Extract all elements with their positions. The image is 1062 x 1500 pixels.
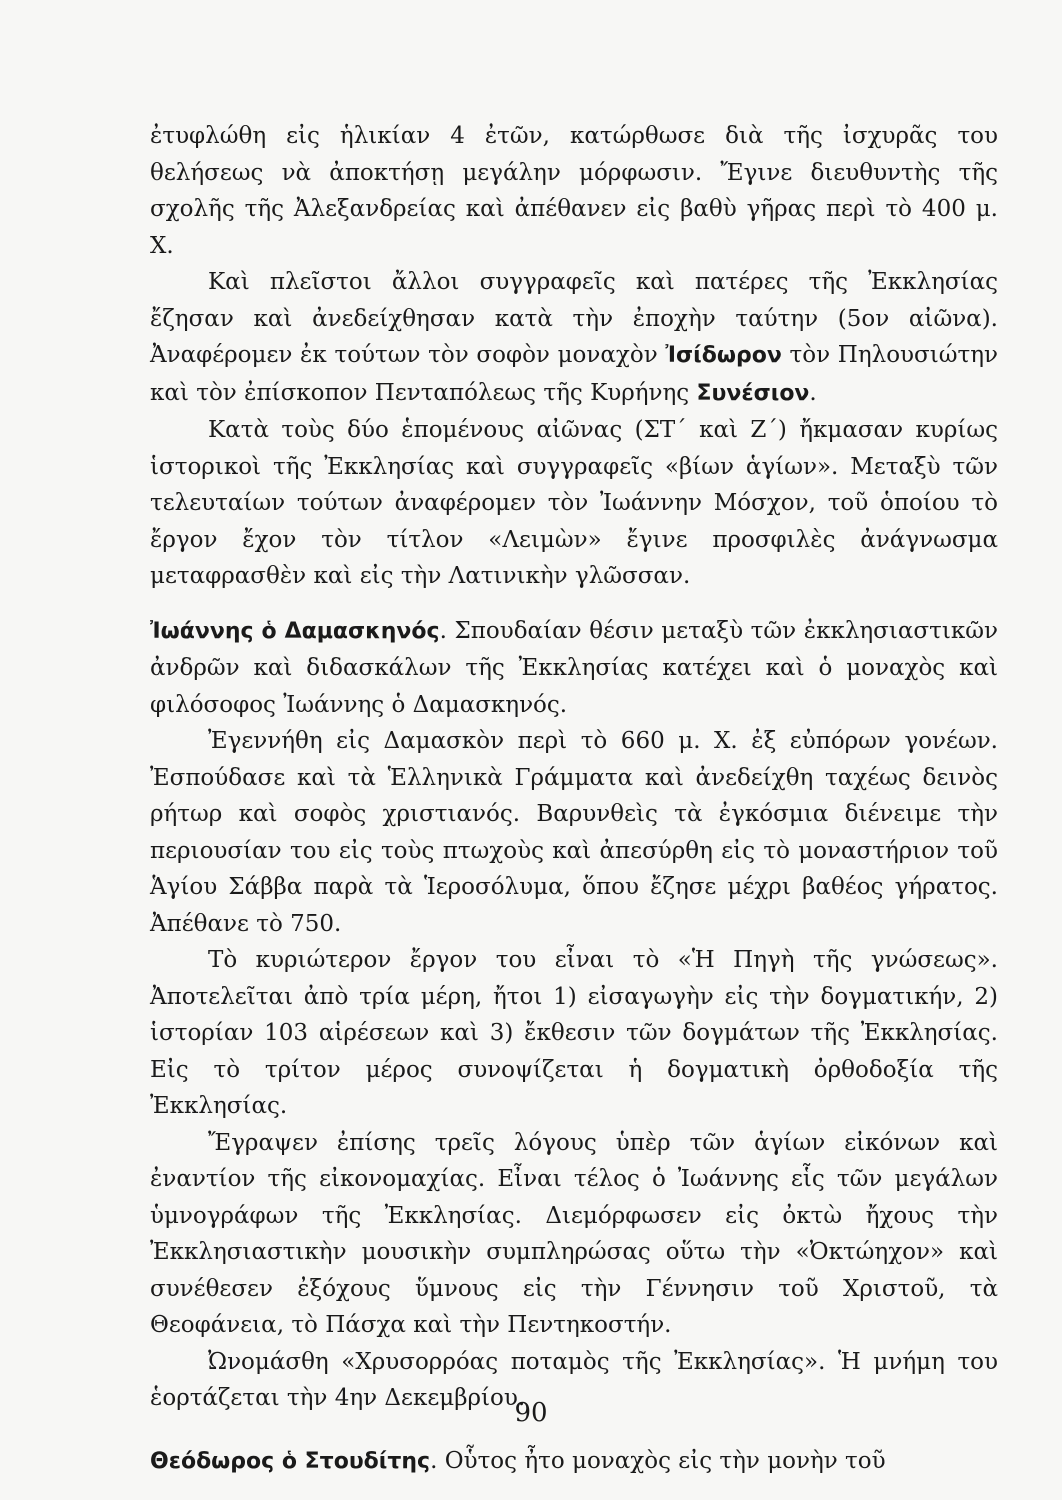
paragraph-p1 <box>150 118 998 264</box>
section-gap <box>150 595 998 613</box>
paragraph-p6 <box>150 942 998 1125</box>
paragraph-p4 <box>150 613 998 724</box>
paragraph-p2 <box>150 264 998 412</box>
body-text: Καὶ πλεῖστοι ἄλλοι συγγραφεῖς καὶ πατέρες τῆς Ἐκκλησίας ἔζησαν καὶ ἀνεδείχθησαν κατὰ τὴν ἐποχὴν ταύτην (5ον αἰῶνα). Ἀναφέρομεν ἐκ τούτων τὸν σοφὸν μοναχὸν <box>150 269 998 368</box>
page-body <box>150 118 998 1480</box>
paragraph-p9 <box>150 1443 998 1481</box>
body-text: τὸν Πηλουσιώτην καὶ τὸν ἐπίσκοπον Πενταπόλεως τῆς Κυρήνης <box>150 342 998 406</box>
body-text: Τὸ κυριώτερον ἔργον του εἶναι τὸ «Ἡ Πηγὴ τῆς γνώσεως». Ἀποτελεῖται ἀπὸ τρία μέρη, ἤτοι 1) εἰσαγωγὴν εἰς τὴν δογματικήν, 2) ἱστορίαν 103 αἱρέσεων καὶ 3) ἔκθεσιν τῶν δογμάτων τῆς Ἐκκλησίας. Εἰς τὸ τρίτον μέρος συνοψίζεται ἡ δογματικὴ ὀρθοδοξία τῆς Ἐκκλησίας. <box>150 947 998 1119</box>
page-number: 90 <box>514 1398 548 1428</box>
body-text: . Σπουδαίαν θέσιν μεταξὺ τῶν ἐκκλησιαστικῶν ἀνδρῶν καὶ διδασκάλων τῆς Ἐκκλησίας κατέχει καὶ ὁ μοναχὸς καὶ φιλόσοφος Ἰωάννης ὁ Δαμασκηνός. <box>150 617 998 718</box>
bold-heading-text: Ἰωάννης ὁ Δαμασκηνός <box>150 618 440 644</box>
body-text: . <box>809 379 817 406</box>
body-text: Ἐγεννήθη εἰς Δαμασκὸν περὶ τὸ 660 μ. Χ. ἐξ εὐπόρων γονέων. Ἐσπούδασε καὶ τὰ Ἑλληνικὰ Γράμματα καὶ ἀνεδείχθη ταχέως δεινὸς ρήτωρ καὶ σοφὸς χριστιανός. Βαρυνθεὶς τὰ ἐγκόσμια διένειμε τὴν περιουσίαν του εἰς τοὺς πτωχοὺς καὶ ἀπεσύρθη εἰς τὸ μοναστήριον τοῦ Ἁγίου Σάββα παρὰ τὰ Ἱεροσόλυμα, ὅπου ἔζησε μέχρι βαθέος γήρατος. Ἀπέθανε τὸ 750. <box>150 728 998 937</box>
body-text: Κατὰ τοὺς δύο ἑπομένους αἰῶνας (ΣΤ΄ καὶ Ζ΄) ἤκμασαν κυρίως ἱστορικοὶ τῆς Ἐκκλησίας καὶ συγγραφεῖς «βίων ἁγίων». Μεταξὺ τῶν τελευταίων τούτων ἀναφέρομεν τὸν Ἰωάννην Μόσχον, τοῦ ὁποίου τὸ ἔργον ἔχον τὸν τίτλον «Λειμὼν» ἔγινε προσφιλὲς ἀνάγνωσμα μεταφρασθὲν καὶ εἰς τὴν Λατινικὴν γλῶσσαν. <box>150 417 998 589</box>
paragraph-p5 <box>150 723 998 942</box>
bold-heading-text: Συνέσιον <box>696 380 810 406</box>
paragraph-p3 <box>150 412 998 595</box>
bold-heading-text: Θεόδωρος ὁ Στουδίτης <box>150 1448 431 1474</box>
body-text: Ἔγραψεν ἐπίσης τρεῖς λόγους ὑπὲρ τῶν ἁγίων εἰκόνων καὶ ἐναντίον τῆς εἰκονομαχίας. Εἶναι τέλος ὁ Ἰωάννης εἷς τῶν μεγάλων ὑμνογράφων τῆς Ἐκκλησίας. Διεμόρφωσεν εἰς ὀκτὼ ἤχους τὴν Ἐκκλησιαστικὴν μουσικὴν συμπληρώσας οὕτω τὴν «Ὀκτώηχον» καὶ συνέθεσεν ἐξόχους ὕμνους εἰς τὴν Γέννησιν τοῦ Χριστοῦ, τὰ Θεοφάνεια, τὸ Πάσχα καὶ τὴν Πεντηκοστήν. <box>150 1129 998 1338</box>
body-text: . Οὗτος ἦτο μοναχὸς εἰς τὴν μονὴν τοῦ <box>430 1447 886 1474</box>
body-text: Ὠνομάσθη «Χρυσορρόας ποταμὸς τῆς Ἐκκλησίας». Ἡ μνήμη του ἑορτάζεται τὴν 4ην Δεκεμβρίου. <box>150 1348 998 1411</box>
body-text: ἐτυφλώθη εἰς ἡλικίαν 4 ἐτῶν, κατώρθωσε διὰ τῆς ἰσχυρᾶς του θελήσεως νὰ ἀποκτήσῃ μεγάλην μόρφωσιν. Ἔγινε διευθυντὴς τῆς σχολῆς τῆς Ἀλεξανδρείας καὶ ἀπέθανεν εἰς βαθὺ γῆρας περὶ τὸ 400 μ. Χ. <box>150 123 998 259</box>
paragraph-p7 <box>150 1125 998 1344</box>
bold-heading-text: Ἰσίδωρον <box>665 343 782 368</box>
